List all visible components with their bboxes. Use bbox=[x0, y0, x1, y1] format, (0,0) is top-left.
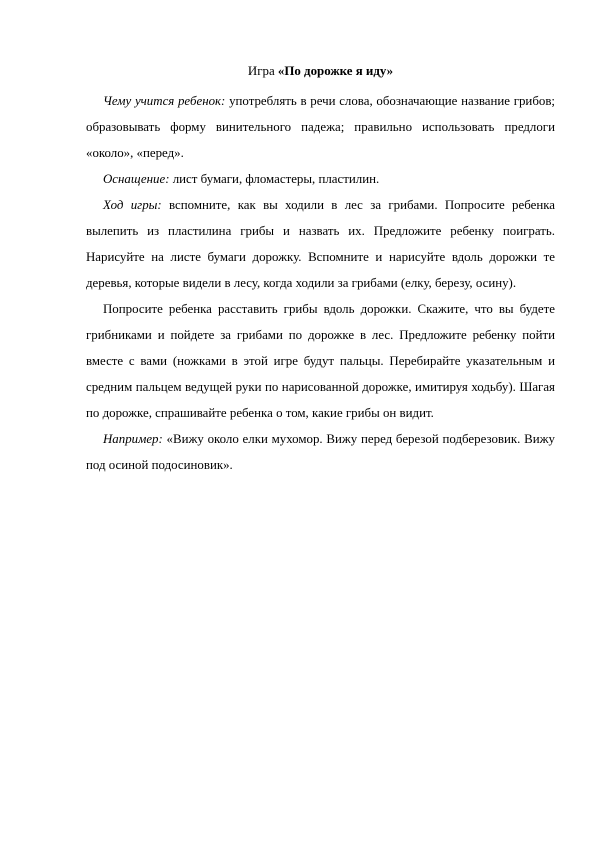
learns-text: употреблять в речи слова, обозначающие название грибов; образовывать форму винительного падежа; правильно использовать предлоги «около», «перед». bbox=[86, 94, 555, 160]
paragraph-example bbox=[86, 426, 555, 478]
game-title bbox=[86, 58, 555, 84]
equipment-label: Оснащение: bbox=[103, 172, 170, 186]
learns-label: Чему учится ребенок: bbox=[103, 94, 226, 108]
paragraph-course bbox=[86, 192, 555, 296]
course-text: вспомните, как вы ходили в лес за грибами. Попросите ребенка вылепить из пластилина грибы и назвать их. Предложите ребенку поиграть. Нарисуйте на листе бумаги дорожку. Вспомните и нарисуйте вдоль дорожки те деревья, которые видели в лесу, когда ходили за грибами (елку, березу, осину). bbox=[86, 198, 556, 290]
paragraph-learns bbox=[86, 88, 555, 166]
course-label: Ход игры: bbox=[103, 198, 162, 212]
game-title-name: «По дорожке я иду» bbox=[277, 64, 394, 78]
example-label: Например: bbox=[103, 432, 163, 446]
document-body bbox=[86, 58, 555, 478]
equipment-text: лист бумаги, фломастеры, пластилин. bbox=[169, 172, 380, 186]
paragraph-equipment bbox=[86, 166, 555, 192]
example-text: «Вижу около елки мухомор. Вижу перед березой подберезовик. Вижу под осиной подосиновик». bbox=[86, 432, 555, 472]
game-title-prefix: Игра bbox=[247, 64, 278, 78]
arrange-text: Попросите ребенка расставить грибы вдоль дорожки. Скажите, что вы будете грибниками и пойдете за грибами по дорожке в лес. Предложите ребенку пойти вместе с вами (ножками в этой игре будут пальцы. Перебирайте указательным и средним пальцем ведущей руки по нарисованной дорожке, имитируя ходьбу). Шагая по дорожке, спрашивайте ребенка о том, какие грибы он видит. bbox=[86, 302, 555, 420]
paragraph-arrange bbox=[86, 296, 555, 426]
